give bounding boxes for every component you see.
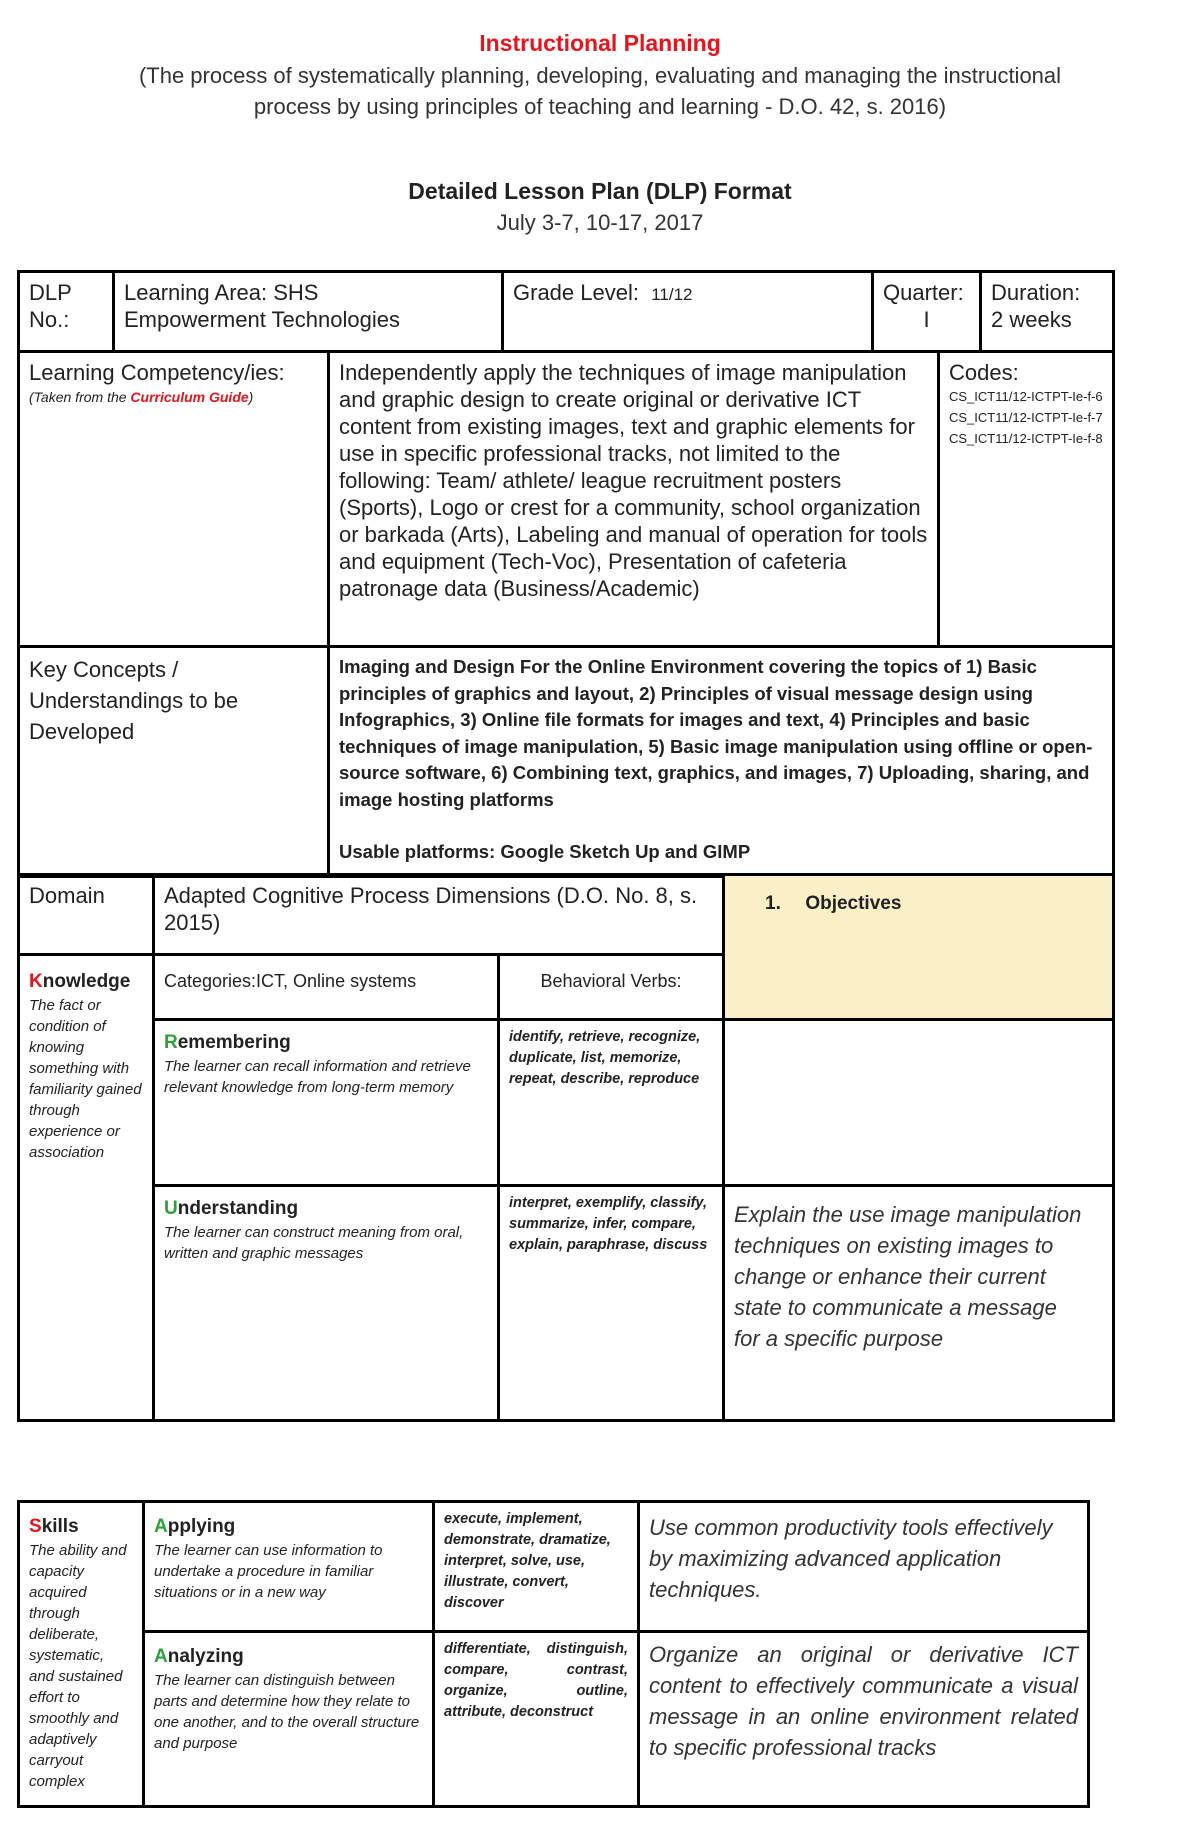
quarter-cell	[873, 272, 981, 352]
understanding-cell	[154, 1186, 499, 1421]
duration-value: 2 weeks	[991, 307, 1072, 332]
competency-table	[17, 350, 1115, 648]
grade-level-label: Grade Level:	[513, 280, 639, 305]
code-item: CS_ICT11/12-ICTPT-Ie-f-8	[949, 431, 1103, 446]
applying-cell	[144, 1502, 434, 1632]
knowledge-cell	[19, 955, 154, 1421]
understanding-objective: Explain the use image manipulation techniques on existing images to change or enhance their current state to communicate a message for a specific purpose	[724, 1186, 1114, 1421]
learning-area-line-2: Empowerment Technologies	[124, 307, 400, 332]
competency-text: Independently apply the techniques of image manipulation and graphic design to create original or derivative ICT content from existing images, text and graphic elements for use in specific professional tracks, not limited to the following: Team/ athlete/ league recruitment posters (Sports), Logo or crest for a community, school organization or barkada (Arts), Labeling and manual of operation for tools and equipment (Tech-Voc), Presentation of cafeteria patronage data (Business/Academic)	[329, 352, 939, 647]
remembering-objective	[724, 1020, 1114, 1186]
objectives-number: 1.	[765, 893, 781, 914]
learning-area-line-1: Learning Area: SHS	[124, 280, 319, 305]
skills-heading: Skills	[29, 1516, 79, 1537]
subtitle-line-1: (The process of systematically planning, developing, evaluating and managing the instructional	[138, 63, 1062, 88]
understanding-desc: The learner can construct meaning from oral, written and graphic messages	[164, 1224, 464, 1262]
competency-label: Learning Competency/ies:	[29, 360, 285, 385]
duration-cell	[981, 272, 1114, 352]
key-concepts-label: Key Concepts / Understandings to be Developed	[19, 647, 329, 877]
code-item: CS_ICT11/12-ICTPT-Ie-f-7	[949, 410, 1103, 425]
analyzing-heading: Analyzing	[154, 1646, 244, 1667]
behavioral-verbs-label: Behavioral Verbs:	[499, 955, 724, 1020]
objectives-header	[724, 875, 1114, 1020]
applying-desc: The learner can use information to undertake a procedure in familiar situations or in a new way	[154, 1542, 383, 1601]
skills-cell	[19, 1502, 144, 1807]
format-dates: July 3-7, 10-17, 2017	[496, 210, 704, 235]
quarter-label: Quarter:	[883, 280, 964, 305]
code-item: CS_ICT11/12-ICTPT-Ie-f-6	[949, 389, 1103, 404]
dlp-no-label: DLP No.:	[29, 280, 72, 332]
applying-objective: Use common productivity tools effectively by maximizing advanced application techniques.	[639, 1502, 1089, 1632]
dimensions-label: Adapted Cognitive Process Dimensions (D.O. No. 8, s. 2015)	[154, 875, 724, 955]
curriculum-guide-text: Curriculum Guide	[130, 389, 249, 405]
applying-heading: Applying	[154, 1516, 236, 1537]
key-concepts-cell	[329, 647, 1114, 877]
format-title: Detailed Lesson Plan (DLP) Format	[408, 178, 792, 204]
grade-level-value: 11/12	[651, 285, 693, 304]
understanding-heading: Understanding	[164, 1198, 299, 1219]
subtitle-line-2: process by using principles of teaching and learning - D.O. 42, s. 2016)	[253, 94, 947, 119]
learning-area-cell	[114, 272, 503, 352]
page-subtitle	[0, 60, 1200, 122]
analyzing-desc: The learner can distinguish between parts and determine how they relate to one another, and to the overall structure and purpose	[154, 1672, 420, 1752]
remembering-cell	[154, 1020, 499, 1186]
info-table	[17, 270, 1115, 353]
analyzing-cell	[144, 1632, 434, 1807]
remembering-heading: Remembering	[164, 1032, 291, 1053]
analyzing-verbs: differentiate, distinguish, compare, contrast, organize, outline, attribute, deconstruct	[434, 1632, 639, 1807]
skills-table	[17, 1500, 1090, 1808]
domain-label: Domain	[19, 875, 154, 955]
remembering-verbs: identify, retrieve, recognize, duplicate, list, memorize, repeat, describe, reproduce	[499, 1020, 724, 1186]
dlp-no-cell	[19, 272, 114, 352]
usable-platforms: Usable platforms: Google Sketch Up and GIMP	[339, 841, 751, 862]
analyzing-objective: Organize an original or derivative ICT content to effectively communicate a visual message in an online environment related to specific professional tracks	[639, 1632, 1089, 1807]
understanding-verbs: interpret, exemplify, classify, summarize, infer, compare, explain, paraphrase, discuss	[499, 1186, 724, 1421]
categories-label: Categories:ICT, Online systems	[154, 955, 499, 1020]
key-concepts-table	[17, 645, 1115, 878]
quarter-value: I	[923, 307, 930, 332]
key-concepts-text: Imaging and Design For the Online Environment covering the topics of 1) Basic principles of graphics and layout, 2) Principles of visual message design using Infographics, 3) Online file formats for images and text, 4) Principles and basic techniques of image manipulation, 5) Basic image manipulation using offline or open-source software, 6) Combining text, graphics, and images, 7) Uploading, sharing, and image hosting platforms	[339, 656, 1093, 810]
grade-level-cell	[503, 272, 873, 352]
competency-label-cell	[19, 352, 329, 647]
knowledge-heading: Knowledge	[29, 971, 131, 992]
competency-note: (Taken from the Curriculum Guide)	[29, 389, 254, 405]
domain-table	[17, 873, 1115, 1422]
applying-verbs: execute, implement, demonstrate, dramatize, interpret, solve, use, illustrate, convert, discover	[434, 1502, 639, 1632]
codes-label: Codes:	[949, 360, 1019, 385]
duration-label: Duration:	[991, 280, 1081, 305]
page-title: Instructional Planning	[479, 30, 721, 56]
knowledge-desc: The fact or condition of knowing something with familiarity gained through experience or association	[29, 997, 142, 1161]
codes-cell	[939, 352, 1114, 647]
remembering-desc: The learner can recall information and retrieve relevant knowledge from long-term memory	[164, 1058, 471, 1096]
objectives-label: Objectives	[805, 893, 902, 914]
skills-desc: The ability and capacity acquired through deliberate, systematic, and sustained effort to smoothly and adaptively carryout complex	[29, 1542, 127, 1790]
